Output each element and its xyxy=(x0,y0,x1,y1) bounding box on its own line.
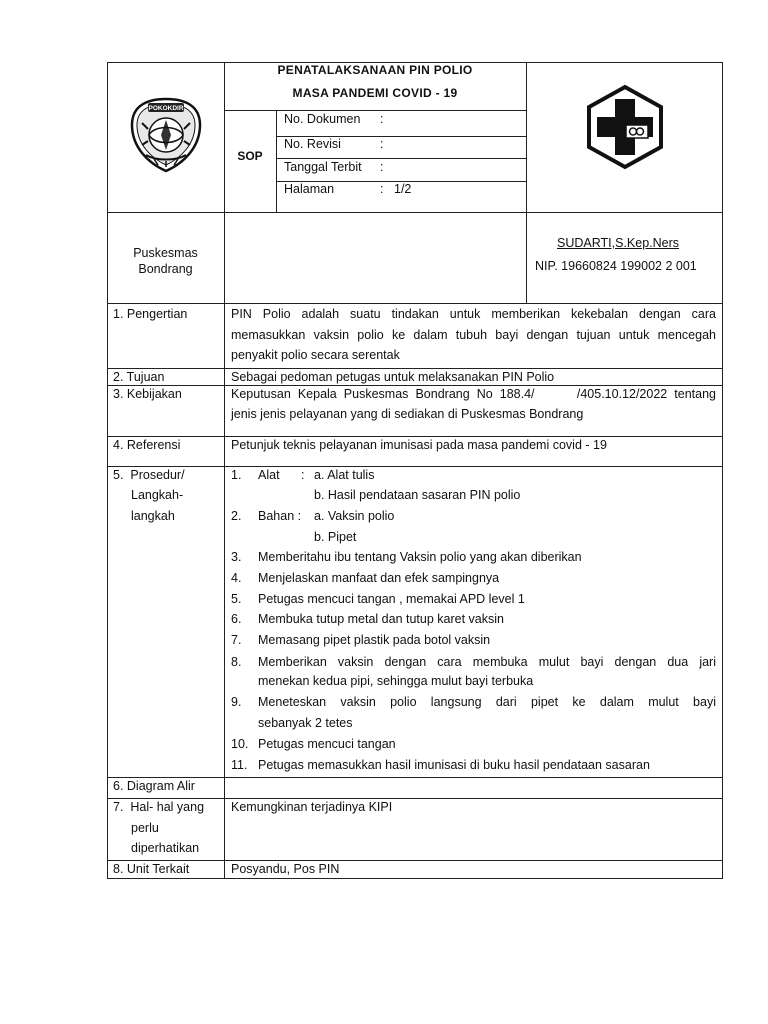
rule-field-2 xyxy=(276,158,526,159)
border-right xyxy=(722,62,723,879)
signer-nip: NIP. 19660824 199002 2 001 xyxy=(535,259,697,273)
alat-item-b: b. Hasil pendataan sasaran PIN polio xyxy=(314,488,521,502)
kebijakan-line2: jenis jenis pelayanan yang di sediakan di Puskesmas Bondrang xyxy=(231,407,584,421)
bahan-item-a: a. Vaksin polio xyxy=(314,509,395,523)
section-label-tujuan: 2. Tujuan xyxy=(113,370,165,384)
step-number: 8. xyxy=(231,655,242,669)
referensi-text: Petunjuk teknis pelayanan imunisasi pada masa pandemi covid - 19 xyxy=(231,438,607,452)
pengertian-line2: memasukkan vaksin polio ke dalam tubuh bayi dengan tujuan untuk mencegah xyxy=(231,328,716,342)
alat-label: Alat xyxy=(258,468,280,482)
regency-emblem-icon xyxy=(126,95,206,175)
emblem-banner-text: POKOKDIR xyxy=(148,105,184,112)
field-label-no-dokumen: No. Dokumen xyxy=(284,112,361,126)
step-text: Petugas memasukkan hasil imunisasi di buku hasil pendataan sasaran xyxy=(258,758,650,772)
step-number: 3. xyxy=(231,550,242,564)
field-label-no-revisi: No. Revisi xyxy=(284,137,341,151)
section-label-diagram-alir: 6. Diagram Alir xyxy=(113,779,195,793)
health-ministry-logo-icon xyxy=(585,84,665,170)
step-text: Memberitahu ibu tentang Vaksin polio yang akan diberikan xyxy=(258,550,582,564)
tujuan-text: Sebagai pedoman petugas untuk melaksanakan PIN Polio xyxy=(231,370,555,384)
alat-item-a: a. Alat tulis xyxy=(314,468,375,482)
step-number: 4. xyxy=(231,571,242,585)
document-title-line2: MASA PANDEMI COVID - 19 xyxy=(292,86,458,100)
section-label-unit-terkait: 8. Unit Terkait xyxy=(113,862,190,876)
section-label-kebijakan: 3. Kebijakan xyxy=(113,387,182,401)
rule-6 xyxy=(107,798,723,799)
step-number: 1. xyxy=(231,468,242,482)
rule-1 xyxy=(107,368,723,369)
step-text: Membuka tutup metal dan tutup karet vaksin xyxy=(258,612,504,626)
pengertian-line1: PIN Polio adalah suatu tindakan untuk memberikan kekebalan dengan cara xyxy=(231,307,716,321)
rule-2 xyxy=(107,385,723,386)
border-left xyxy=(107,62,108,879)
section-label-prosedur-line3: langkah xyxy=(131,509,175,523)
step-text-continued: sebanyak 2 tetes xyxy=(258,716,353,730)
step-text-continued: menekan kedua pipi, sehingga mulut bayi terbuka xyxy=(258,674,534,688)
org-name-line2: Bondrang xyxy=(138,262,193,276)
step-text: Menjelaskan manfaat dan efek sampingnya xyxy=(258,571,500,585)
sop-label: SOP xyxy=(237,149,263,163)
field-sep: : xyxy=(380,112,384,126)
unit-terkait-text: Posyandu, Pos PIN xyxy=(231,862,340,876)
rule-3 xyxy=(107,436,723,437)
alat-sep: : xyxy=(301,468,305,482)
rule-5 xyxy=(107,777,723,778)
kebijakan-line1: Keputusan Kepala Puskesmas Bondrang No 188.4/ /405.10.12/2022 tentang xyxy=(231,387,716,401)
field-sep: : xyxy=(380,182,384,196)
step-text: Petugas mencuci tangan xyxy=(258,737,396,751)
col-divider-right xyxy=(526,62,527,304)
rule-title-bottom xyxy=(224,110,526,111)
section-label-prosedur-line1: 5. Prosedur/ xyxy=(113,468,185,482)
org-name-line1: Puskesmas xyxy=(133,246,198,260)
section-label-pengertian: 1. Pengertian xyxy=(113,307,188,321)
step-number: 10. xyxy=(231,737,249,751)
section-label-hal-line2: perlu xyxy=(131,821,159,835)
section-label-hal-line3: diperhatikan xyxy=(131,841,200,855)
hal-text: Kemungkinan terjadinya KIPI xyxy=(231,800,393,814)
rule-bottom xyxy=(107,878,723,879)
field-value-halaman: 1/2 xyxy=(394,182,412,196)
col-divider-main xyxy=(224,62,225,879)
rule-org-bottom xyxy=(107,303,723,304)
rule-header-bottom xyxy=(107,212,723,213)
section-label-referensi: 4. Referensi xyxy=(113,438,181,452)
step-number: 2. xyxy=(231,509,242,523)
document-title-line1: PENATALAKSANAAN PIN POLIO xyxy=(277,63,473,77)
section-label-hal-line1: 7. Hal- hal yang xyxy=(113,800,205,814)
step-text: Meneteskan vaksin polio langsung dari pipet ke dalam mulut bayi xyxy=(258,695,716,709)
section-label-prosedur-line2: Langkah- xyxy=(131,488,184,502)
step-text: Memberikan vaksin dengan cara membuka mulut bayi dengan dua jari xyxy=(258,655,716,669)
col-divider-sop xyxy=(276,110,277,213)
step-number: 7. xyxy=(231,633,242,647)
pengertian-line3: penyakit polio secara serentak xyxy=(231,348,400,362)
step-text: Petugas mencuci tangan , memakai APD level 1 xyxy=(258,592,525,606)
signer-name: SUDARTI,S.Kep.Ners xyxy=(557,236,680,250)
step-number: 11. xyxy=(231,758,248,772)
bahan-item-b: b. Pipet xyxy=(314,530,357,544)
field-sep: : xyxy=(380,137,384,151)
step-number: 6. xyxy=(231,612,242,626)
rule-4 xyxy=(107,466,723,467)
rule-7 xyxy=(107,860,723,861)
field-label-tanggal-terbit: Tanggal Terbit xyxy=(284,160,362,174)
field-label-halaman: Halaman xyxy=(284,182,335,196)
step-number: 9. xyxy=(231,695,242,709)
field-sep: : xyxy=(380,160,384,174)
step-text: Memasang pipet plastik pada botol vaksin xyxy=(258,633,491,647)
bahan-label: Bahan : xyxy=(258,509,302,523)
step-number: 5. xyxy=(231,592,242,606)
